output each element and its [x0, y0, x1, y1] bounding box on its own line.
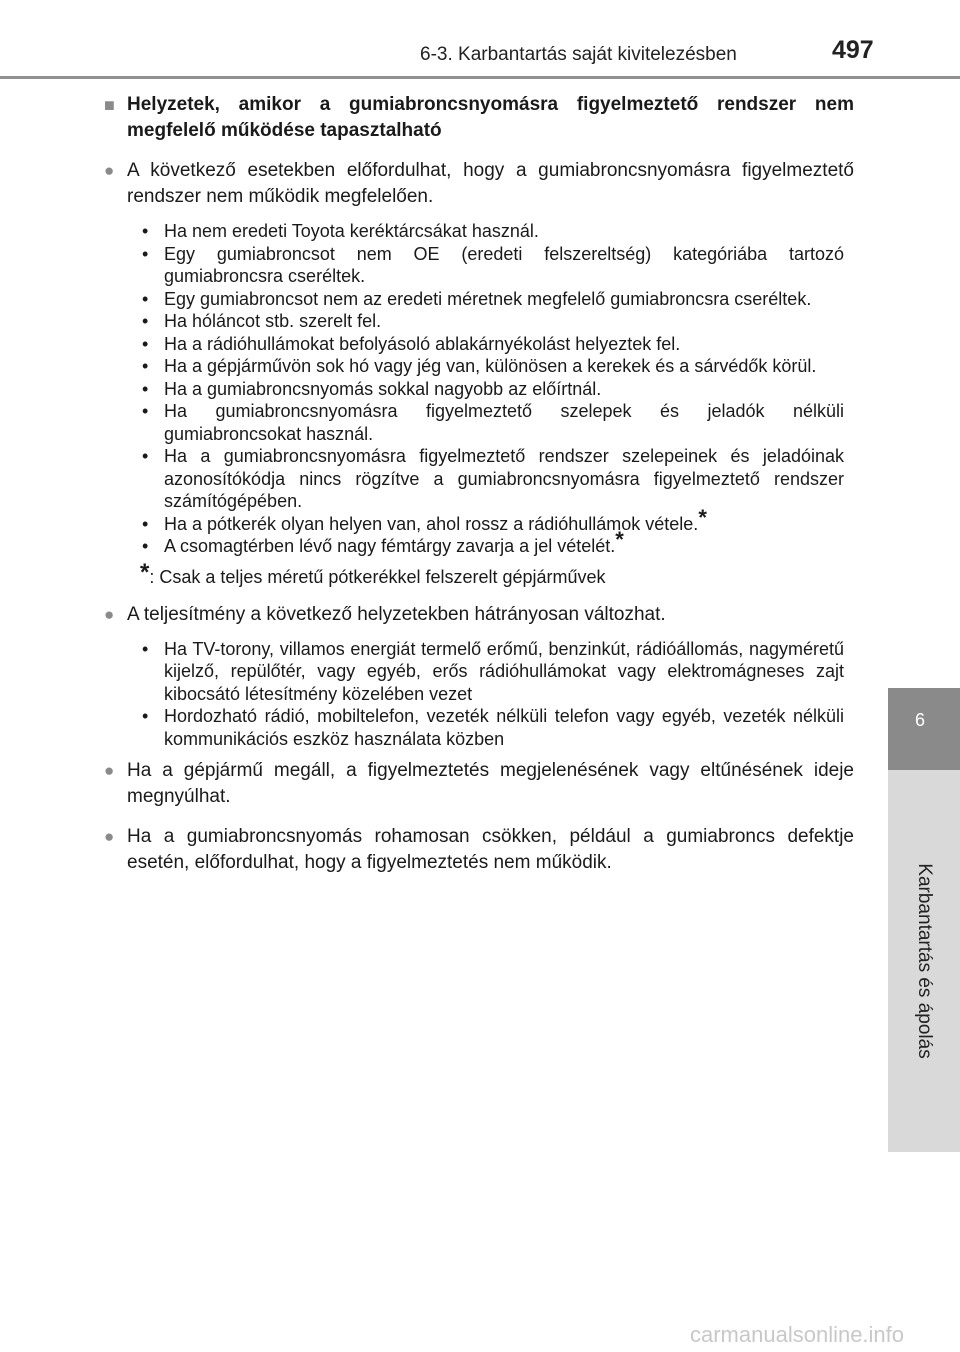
section-heading [104, 92, 854, 144]
square-bullet-icon: ■ [104, 95, 115, 115]
footnote-asterisk: * [615, 527, 624, 552]
sub-bullet-text: A csomagtérben lévő nagy fémtárgy zavarja a jel vételét. [164, 536, 616, 556]
list-item [104, 824, 854, 876]
chapter-tab-number [888, 688, 960, 770]
list-item-text: Ha a gépjármű megáll, a figyelmeztetés megjelenésének vagy eltűnésének ideje megnyúlhat. [127, 760, 854, 807]
list-item-text: Ha a gumiabroncsnyomás rohamosan csökken, például a gumiabroncs defektje esetén, előfordulhat, hogy a figyelmeztetés nem működik. [127, 826, 854, 873]
chapter-number: 6 [915, 710, 926, 730]
sub-bullet-list [104, 220, 854, 558]
sub-bullet-text: Ha a pótkerék olyan helyen van, ahol rossz a rádióhullámok vétele. [164, 513, 699, 534]
sub-bullet-text: Ha a gumiabroncsnyomás sokkal nagyobb az előírtnál. [164, 378, 602, 399]
main-content [104, 92, 854, 876]
list-item [104, 602, 854, 628]
sub-bullet-text: Ha a gépjárművön sok hó vagy jég van, különösen a kerekek és a sárvédők körül. [164, 356, 817, 376]
list-item [104, 758, 854, 810]
sub-bullet: • Ha nem eredeti Toyota keréktárcsákat használ. [142, 220, 844, 243]
sub-bullet: • Ha a gépjárművön sok hó vagy jég van, különösen a kerekek és a sárvédők körül. [142, 355, 844, 378]
sub-bullet-text: Ha a gumiabroncsnyomásra figyelmeztető rendszer szelepeinek és jeladóinak azonosítókódja nincs rögzítve a gumiabroncsnyomásra figyelmeztető rendszer számítógépében. [164, 446, 844, 511]
sub-bullet: • Ha gumiabroncsnyomásra figyelmeztető szelepek és jeladók nélküli gumiabroncsokat használ. [142, 401, 844, 444]
sub-bullet-text: Ha gumiabroncsnyomásra figyelmeztető szelepek és jeladók nélküli gumiabroncsokat használ. [164, 401, 844, 444]
sub-bullet-text: Ha hóláncot stb. szerelt fel. [164, 311, 382, 331]
circle-bullet-icon: ● [104, 161, 115, 180]
header-divider [0, 76, 960, 79]
circle-bullet-icon: ● [104, 604, 115, 624]
section-title: 6-3. Karbantartás saját kivitelezésben [420, 44, 737, 65]
circle-bullet-icon: ● [104, 827, 115, 846]
sub-bullet-text: Ha nem eredeti Toyota keréktárcsákat használ. [164, 221, 539, 241]
list-item [104, 158, 854, 210]
list-item-text: A következő esetekben előfordulhat, hogy a gumiabroncsnyomásra figyelmeztető rendszer nem működik megfelelően. [127, 160, 854, 207]
footnote-text: : Csak a teljes méretű pótkerékkel felszerelt gépjárművek [149, 566, 606, 587]
sub-bullet-list [104, 638, 854, 751]
watermark: carmanualsonline.info [690, 1322, 905, 1347]
sub-bullet: • Egy gumiabroncsot nem OE (eredeti felszereltség) kategóriába tartozó gumiabroncsra cseréltek. [142, 243, 844, 286]
footnote-asterisk: * [698, 504, 707, 530]
chapter-tab [888, 770, 960, 1152]
sub-bullet: • Ha a pótkerék olyan helyen van, ahol rossz a rádióhullámok vétele.* [142, 504, 707, 534]
footnote [140, 558, 854, 588]
section-heading-text: Helyzetek, amikor a gumiabroncsnyomásra figyelmeztető rendszer nem megfelelő működése tapasztalható [127, 94, 854, 141]
sub-bullet-text: Hordozható rádió, mobiltelefon, vezeték nélküli telefon vagy egyéb, vezeték nélküli kommunikációs eszköz használata közben [164, 706, 844, 749]
circle-bullet-icon: ● [104, 761, 115, 780]
chapter-title: Karbantartás és ápolás [914, 863, 935, 1059]
sub-bullet-text: Ha a rádióhullámokat befolyásoló ablakárnyékolást helyeztek fel. [164, 333, 681, 354]
sub-bullet-text: Egy gumiabroncsot nem az eredeti méretnek megfelelő gumiabroncsra cseréltek. [164, 288, 812, 309]
list-item-text: A teljesítmény a következő helyzetekben hátrányosan változhat. [127, 603, 666, 625]
footnote-asterisk: * [140, 558, 150, 586]
sub-bullet: • Ha a gumiabroncsnyomásra figyelmeztető rendszer szelepeinek és jeladóinak azonosítókódja nincs rögzítve a gumiabroncsnyomásra figyelmeztető rendszer számítógépében. [142, 446, 844, 511]
sub-bullet: • Ha a gumiabroncsnyomás sokkal nagyobb az előírtnál. [142, 378, 844, 401]
sub-bullet: • Egy gumiabroncsot nem az eredeti méretnek megfelelő gumiabroncsra cseréltek. [142, 288, 844, 311]
sub-bullet: • Ha hóláncot stb. szerelt fel. [142, 310, 844, 333]
sub-bullet: • Ha TV-torony, villamos energiát termelő erőmű, benzinkút, rádióállomás, nagyméretű kijelző, repülőtér, vagy egyéb, erős rádióhullámokat vagy elektromágneses zajt kibocsátó létesítmény közelében vezet [142, 638, 844, 704]
sub-bullet-text: Ha TV-torony, villamos energiát termelő erőmű, benzinkút, rádióállomás, nagyméretű kijelző, repülőtér, vagy egyéb, erős rádióhullámokat vagy elektromágneses zajt kibocsátó létesítmény közelében vezet [164, 638, 844, 704]
sub-bullet: • Ha a rádióhullámokat befolyásoló ablakárnyékolást helyeztek fel. [142, 333, 844, 356]
sub-bullet: • A csomagtérben lévő nagy fémtárgy zavarja a jel vételét.* [142, 527, 624, 556]
sub-bullet: • Hordozható rádió, mobiltelefon, vezeték nélküli telefon vagy egyéb, vezeték nélküli kommunikációs eszköz használata közben [142, 706, 844, 749]
sub-bullet-text: Egy gumiabroncsot nem OE (eredeti felszereltség) kategóriába tartozó gumiabroncsra cseréltek. [164, 243, 844, 286]
page-number: 497 [832, 36, 874, 64]
